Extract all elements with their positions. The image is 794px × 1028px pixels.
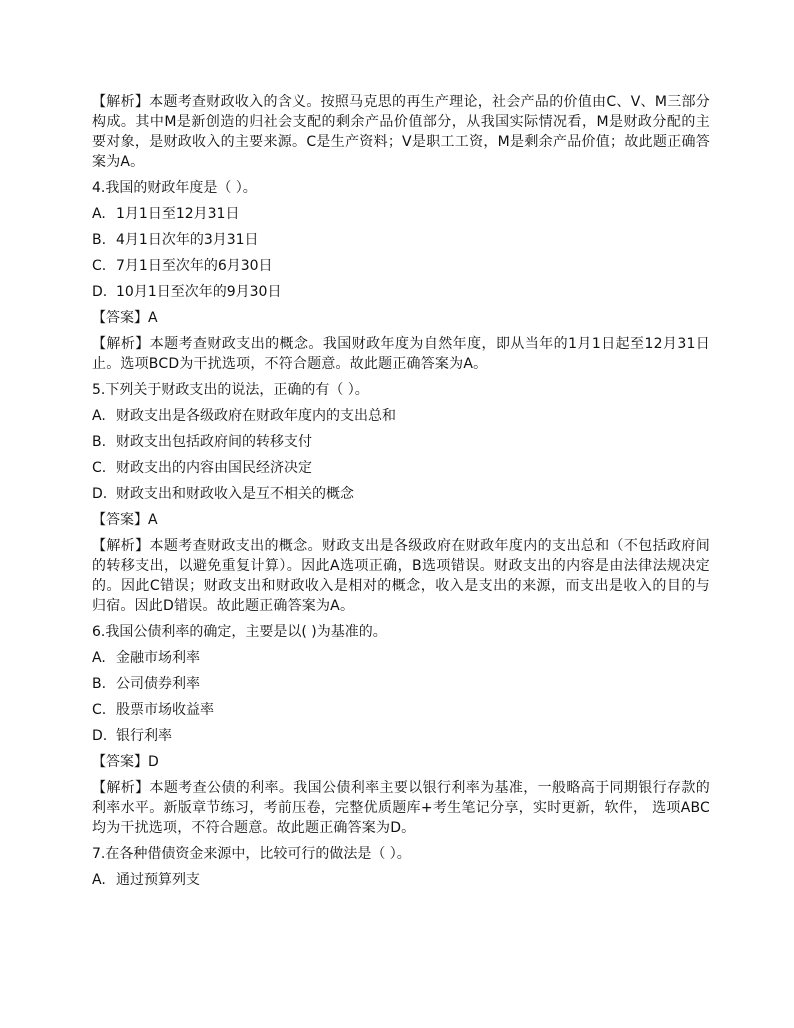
document-page	[92, 92, 710, 896]
q4-option-d	[92, 282, 710, 302]
explanation-text: 本题考查财政收入的含义。按照马克思的再生产理论，社会产品的价值由C、V、M三部分构成。其中M是新创造的归社会支配的剩余产品价值部分，从我国实际情况看，M是财政分配的主要对象，是财政收入的主要来源。C是生产资料；V是职工工资，M是剩余产品价值；故此题正确答案为A。	[92, 94, 710, 170]
option-text: 财政支出是各级政府在财政年度内的支出总和	[116, 408, 396, 424]
q5-option-c	[92, 458, 710, 478]
option-text: 金融市场利率	[116, 650, 200, 666]
option-letter: B.	[92, 232, 107, 248]
explanation-text: 本题考查公债的利率。我国公债利率主要以银行利率为基准，一般略高于同期银行存款的利率水平。新版章节练习，考前压卷，完整优质题库+考生笔记分享，实时更新，软件， 选项ABC均为干扰选项，不符合题意。故此题正确答案为D。	[92, 780, 710, 836]
option-text: 银行利率	[116, 728, 172, 744]
option-letter: A.	[92, 650, 106, 666]
option-text: 通过预算列支	[116, 872, 200, 888]
option-letter: C.	[92, 258, 107, 274]
option-letter: D.	[92, 486, 108, 502]
option-letter: A.	[92, 206, 106, 222]
q4-option-b	[92, 230, 710, 250]
option-text: 1月1日至12月31日	[116, 206, 240, 222]
q4-option-c	[92, 256, 710, 276]
option-letter: B.	[92, 434, 107, 450]
q6-option-a	[92, 648, 710, 668]
option-letter: C.	[92, 702, 107, 718]
explanation-q5	[92, 536, 710, 616]
option-text: 财政支出包括政府间的转移支付	[116, 434, 312, 450]
answer-q4: 【答案】A	[92, 310, 158, 326]
option-text: 7月1日至次年的6月30日	[116, 258, 273, 274]
option-text: 财政支出的内容由国民经济决定	[116, 460, 312, 476]
question-7: 7.在各种借债资金来源中，比较可行的做法是（ ）。	[92, 846, 411, 862]
option-text: 10月1日至次年的9月30日	[116, 284, 282, 300]
option-letter: C.	[92, 460, 107, 476]
q5-option-d	[92, 484, 710, 504]
option-letter: D.	[92, 284, 108, 300]
question-6: 6.我国公债利率的确定，主要是以( )为基准的。	[92, 624, 387, 640]
explanation-q4	[92, 334, 710, 374]
explanation-text: 本题考查财政支出的概念。我国财政年度为自然年度，即从当年的1月1日起至12月31日止。选项BCD为干扰选项，不符合题意。故此题正确答案为A。	[92, 336, 710, 372]
option-text: 公司债券利率	[116, 676, 200, 692]
explanation-q6	[92, 778, 710, 838]
option-text: 4月1日次年的3月31日	[116, 232, 259, 248]
question-5: 5.下列关于财政支出的说法，正确的有（ ）。	[92, 382, 369, 398]
q6-option-b	[92, 674, 710, 694]
explanation-tag: 【解析】	[92, 538, 150, 554]
explanation-q3	[92, 92, 710, 172]
explanation-tag: 【解析】	[92, 94, 150, 110]
q6-option-c	[92, 700, 710, 720]
explanation-text: 本题考查财政支出的概念。财政支出是各级政府在财政年度内的支出总和（不包括政府间的转移支出，以避免重复计算）。因此A选项正确，B选项错误。财政支出的内容是由法律法规决定的。因此C错误；财政支出和财政收入是相对的概念，收入是支出的来源，而支出是收入的目的与归宿。因此D错误。故此题正确答案为A。	[92, 538, 710, 614]
option-text: 股票市场收益率	[116, 702, 214, 718]
option-letter: B.	[92, 676, 107, 692]
q5-option-a	[92, 406, 710, 426]
q7-option-a	[92, 870, 710, 890]
explanation-tag: 【解析】	[92, 336, 150, 352]
q5-option-b	[92, 432, 710, 452]
option-text: 财政支出和财政收入是互不相关的概念	[116, 486, 354, 502]
question-4: 4.我国的财政年度是（ ）。	[92, 180, 257, 196]
option-letter: D.	[92, 728, 108, 744]
option-letter: A.	[92, 408, 106, 424]
explanation-tag: 【解析】	[92, 780, 150, 796]
answer-q5: 【答案】A	[92, 512, 158, 528]
option-letter: A.	[92, 872, 106, 888]
q6-option-d	[92, 726, 710, 746]
answer-q6: 【答案】D	[92, 754, 159, 770]
q4-option-a	[92, 204, 710, 224]
